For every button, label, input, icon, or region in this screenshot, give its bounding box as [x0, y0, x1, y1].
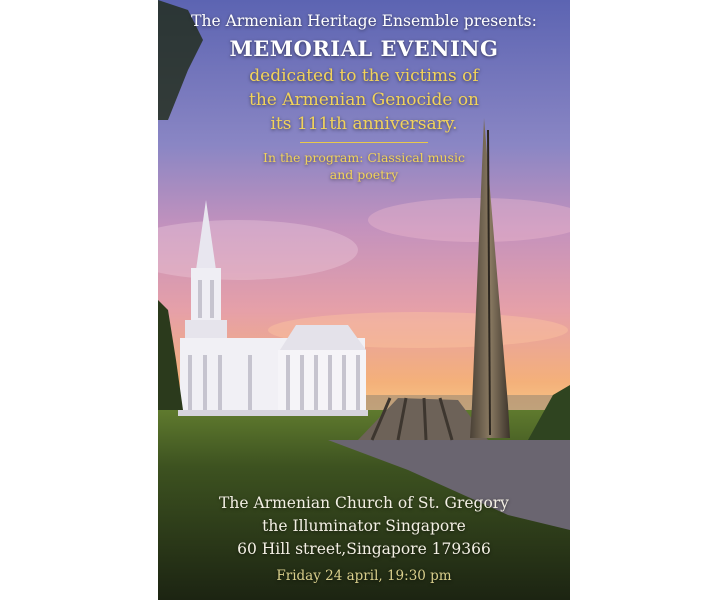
event-title: MEMORIAL EVENING — [229, 36, 499, 61]
venue-line: The Armenian Church of St. Gregory — [219, 494, 509, 512]
program-line: and poetry — [329, 167, 399, 182]
venue-address: 60 Hill street,Singapore 179366 — [237, 540, 491, 558]
dedication-line: its 111th anniversary. — [270, 114, 458, 134]
event-poster — [158, 0, 570, 600]
program-line: In the program: Classical music — [263, 150, 465, 165]
event-date: Friday 24 april, 19:30 pm — [276, 568, 452, 584]
venue-line: the Illuminator Singapore — [262, 517, 466, 535]
presenter-text: The Armenian Heritage Ensemble presents: — [191, 12, 537, 30]
dedication-line: the Armenian Genocide on — [248, 90, 479, 110]
divider — [300, 142, 428, 143]
dedication-line: dedicated to the victims of — [249, 66, 479, 86]
